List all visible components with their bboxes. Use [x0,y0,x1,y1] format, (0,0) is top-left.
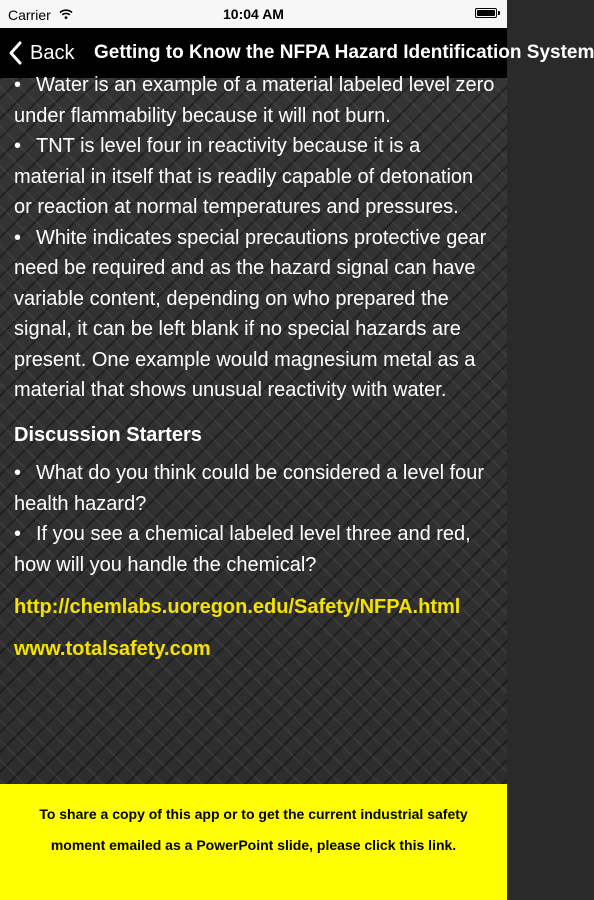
bullet-icon: • [14,135,22,157]
share-app-banner[interactable]: To share a copy of this app or to get the current industrial safety moment emailed as a PowerPoint slide, please click this link. [0,784,507,900]
article-content [14,70,495,664]
carrier-label: Carrier [8,6,73,23]
status-bar [0,0,507,28]
back-label: Back [30,41,75,64]
link-totalsafety[interactable]: www.totalsafety.com [14,638,211,660]
list-item: • TNT is level four in reactivity because it is a material in itself that is readily capable of detonation or reaction at normal temperatures and pressures. [14,131,495,223]
bullet-icon: • [14,523,22,545]
list-item: • If you see a chemical labeled level three and red, how will you handle the chemical? [14,519,495,580]
list-item: • Water is an example of a material labeled level zero under flammability because it will not burn. [14,70,495,131]
battery-icon [475,8,497,18]
status-time: 10:04 AM [223,6,284,22]
page-title: Getting to Know the NFPA Hazard Identification System [94,42,594,63]
chevron-left-icon [8,41,24,65]
list-item: • What do you think could be considered a level four health hazard? [14,458,495,519]
bullet-icon: • [14,462,22,484]
list-item: • White indicates special precautions protective gear need be required and as the hazard signal can have variable content, depending on who prepared the signal, it can be left blank if no special hazards are present. One example would magnesium metal as a material that shows unusual reactivity with water. [14,223,495,406]
discussion-heading: Discussion Starters [14,423,202,446]
bullet-icon: • [14,74,22,96]
bullet-icon: • [14,226,22,249]
link-uoregon-nfpa[interactable]: http://chemlabs.uoregon.edu/Safety/NFPA.html [14,596,461,618]
